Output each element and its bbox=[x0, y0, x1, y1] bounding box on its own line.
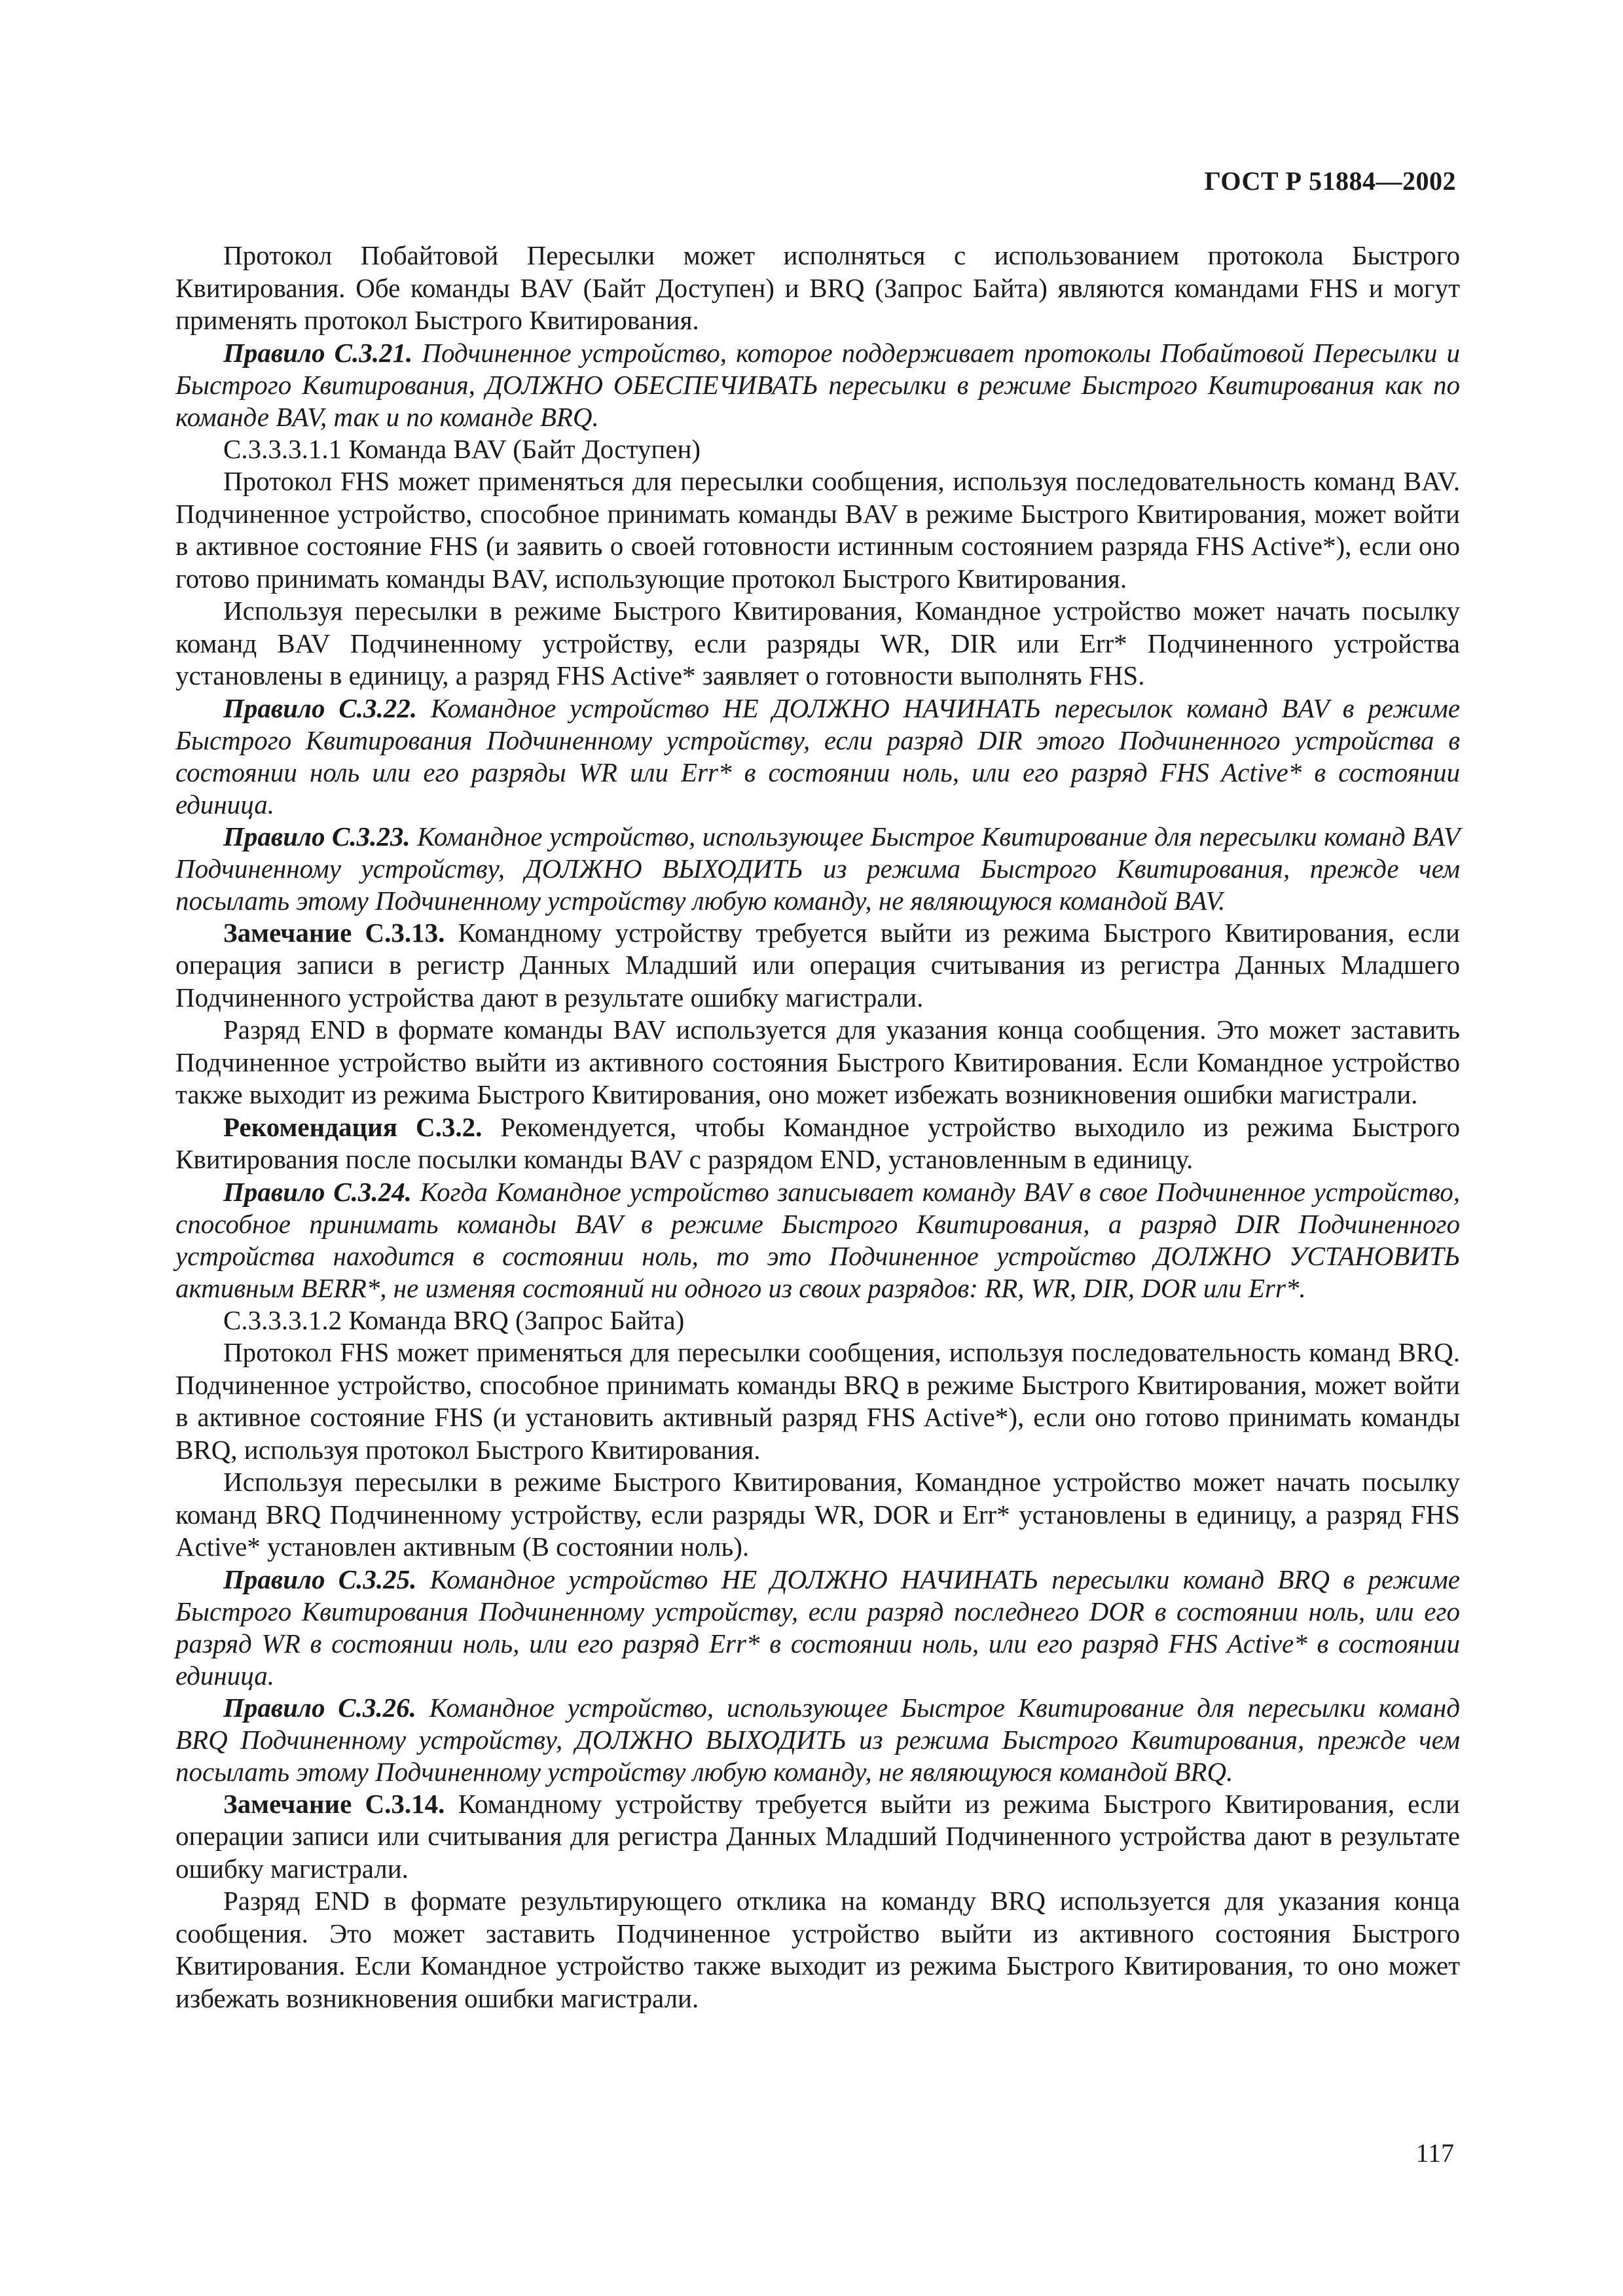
paragraph-text: Разряд END в формате команды BAV используется для указания конца сообщения. Это может заставить Подчиненное устройство выйти из активного состояния Быстрого Квитирования. Если Командное устройство также выходит из режима Быстрого Квитирования, оно может избежать возникновения ошибки магистрали. bbox=[175, 1014, 1460, 1109]
rule-text: Когда Командное устройство записывает команду BAV в свое Подчиненное устройство, способное принимать команды BAV в режиме Быстрого Квитирования, а разряд DIR Подчиненного устройства находится в состоянии ноль, то это Подчиненное устройство ДОЛЖНО УСТАНОВИТЬ активным BERR*, не изменяя состояний ни одного из своих разрядов: RR, WR, DIR, DOR или Err*. bbox=[175, 1176, 1460, 1303]
paragraph bbox=[175, 595, 1460, 692]
rule-text: Командное устройство НЕ ДОЛЖНО НАЧИНАТЬ пересылок команд BAV в режиме Быстрого Квитирования Подчиненному устройству, если разряд DIR этого Подчиненного устройства в состоянии ноль или его разряды WR или Err* в состоянии ноль, или его разряд FHS Active* в состоянии единица. bbox=[175, 692, 1460, 819]
rule-label: Правило C.3.24. bbox=[223, 1176, 412, 1207]
section-heading bbox=[175, 433, 1460, 466]
rule-label: Правило C.3.21. bbox=[223, 337, 413, 368]
rule-paragraph bbox=[175, 821, 1460, 917]
paragraph-text: Используя пересылки в режиме Быстрого Квитирования, Командное устройство может начать посылку команд BRQ Подчиненному устройству, если разряды WR, DOR и Err* установлены в единицу, а разряд FHS Active* установлен активным (В состоянии ноль). bbox=[175, 1467, 1460, 1562]
note-label: Замечание C.3.14. bbox=[223, 1788, 445, 1819]
rule-label: Правило C.3.23. bbox=[223, 821, 410, 852]
rule-paragraph bbox=[175, 1176, 1460, 1304]
paragraph bbox=[175, 1885, 1460, 2015]
page-number: 117 bbox=[1415, 2138, 1454, 2168]
rule-label: Правило C.3.26. bbox=[223, 1692, 416, 1723]
rule-text: Командное устройство НЕ ДОЛЖНО НАЧИНАТЬ пересылки команд BRQ в режиме Быстрого Квитирования Подчиненному устройству, если разряд последнего DOR в состоянии ноль, или его разряд WR в состоянии ноль, или его разряд Err* в состоянии ноль, или его разряд FHS Active* в состоянии единица. bbox=[175, 1564, 1460, 1691]
rule-text: Командное устройство, использующее Быстрое Квитирование для пересылки команд BAV Подчиненному устройству, ДОЛЖНО ВЫХОДИТЬ из режима Быстрого Квитирования, прежде чем посылать этому Подчиненному устройству любую команду, не являющуюся командой BAV. bbox=[175, 821, 1460, 916]
rule-paragraph bbox=[175, 692, 1460, 821]
recommendation-label: Рекомендация C.3.2. bbox=[223, 1111, 483, 1142]
paragraph bbox=[175, 465, 1460, 595]
paragraph bbox=[175, 1014, 1460, 1111]
rule-label: Правило C.3.25. bbox=[223, 1564, 417, 1594]
paragraph-text: Протокол Побайтовой Пересылки может исполняться с использованием протокола Быстрого Квитирования. Обе команды BAV (Байт Доступен) и BRQ (Запрос Байта) являются командами FHS и могут применять протокол Быстрого Квитирования. bbox=[175, 240, 1460, 335]
standard-id-header: ГОСТ Р 51884—2002 bbox=[1204, 166, 1456, 196]
section-heading-text: C.3.3.3.1.2 Команда BRQ (Запрос Байта) bbox=[223, 1304, 685, 1335]
paragraph bbox=[175, 1336, 1460, 1466]
section-heading bbox=[175, 1304, 1460, 1337]
paragraph-text: Разряд END в формате результирующего отклика на команду BRQ используется для указания конца сообщения. Это может заставить Подчиненное устройство выйти из активного состояния Быстрого Квитирования. Если Командное устройство также выходит из режима Быстрого Квитирования, то оно может избежать возникновения ошибки магистрали. bbox=[175, 1886, 1460, 2013]
note-paragraph bbox=[175, 1788, 1460, 1886]
rule-text: Подчиненное устройство, которое поддерживает протоколы Побайтовой Пересылки и Быстрого Квитирования, ДОЛЖНО ОБЕСПЕЧИВАТЬ пересылки в режиме Быстрого Квитирования как по команде BAV, так и по команде BRQ. bbox=[175, 337, 1461, 432]
paragraph-text: Протокол FHS может применяться для пересылки сообщения, используя последовательность команд BRQ. Подчиненное устройство, способное принимать команды BRQ в режиме Быстрого Квитирования, может войти в активное состояние FHS (и установить активный разряд FHS Active*), если оно готово принимать команды BRQ, используя протокол Быстрого Квитирования. bbox=[175, 1337, 1460, 1465]
section-heading-text: C.3.3.3.1.1 Команда BAV (Байт Доступен) bbox=[223, 433, 701, 464]
paragraph bbox=[175, 240, 1460, 337]
recommendation-paragraph bbox=[175, 1111, 1460, 1176]
note-text: Командному устройству требуется выйти из режима Быстрого Квитирования, если операции записи или считывания для регистра Данных Младший Подчиненного устройства дают в результате ошибку магистрали. bbox=[175, 1788, 1460, 1884]
note-label: Замечание C.3.13. bbox=[223, 917, 445, 948]
rule-text: Командное устройство, использующее Быстрое Квитирование для пересылки команд BRQ Подчиненному устройству, ДОЛЖНО ВЫХОДИТЬ из режима Быстрого Квитирования, прежде чем посылать этому Подчиненному устройству любую команду, не являющуюся командой BRQ. bbox=[175, 1692, 1460, 1787]
note-paragraph bbox=[175, 917, 1460, 1014]
document-body bbox=[175, 240, 1460, 2015]
paragraph bbox=[175, 1466, 1460, 1564]
rule-paragraph bbox=[175, 337, 1460, 433]
rule-paragraph bbox=[175, 1564, 1460, 1692]
recommendation-text: Рекомендуется, чтобы Командное устройство выходило из режима Быстрого Квитирования после посылки команды BAV с разрядом END, установленным в единицу. bbox=[175, 1111, 1461, 1174]
paragraph-text: Протокол FHS может применяться для пересылки сообщения, используя последовательность команд BAV. Подчиненное устройство, способное принимать команды BAV в режиме Быстрого Квитирования, может войти в активное состояние FHS (и заявить о своей готовности истинным состоянием разряда FHS Active*), если оно готово принимать команды BAV, использующие протокол Быстрого Квитирования. bbox=[175, 466, 1460, 594]
rule-paragraph bbox=[175, 1692, 1460, 1788]
paragraph-text: Используя пересылки в режиме Быстрого Квитирования, Командное устройство может начать посылку команд BAV Подчиненному устройству, если разряды WR, DIR или Err* Подчиненного устройства установлены в единицу, а разряд FHS Active* заявляет о готовности выполнять FHS. bbox=[175, 596, 1460, 691]
rule-label: Правило C.3.22. bbox=[223, 692, 418, 723]
note-text: Командному устройству требуется выйти из режима Быстрого Квитирования, если операция записи в регистр Данных Младший или операция считывания из регистра Данных Младшего Подчиненного устройства дают в результате ошибку магистрали. bbox=[175, 917, 1460, 1013]
